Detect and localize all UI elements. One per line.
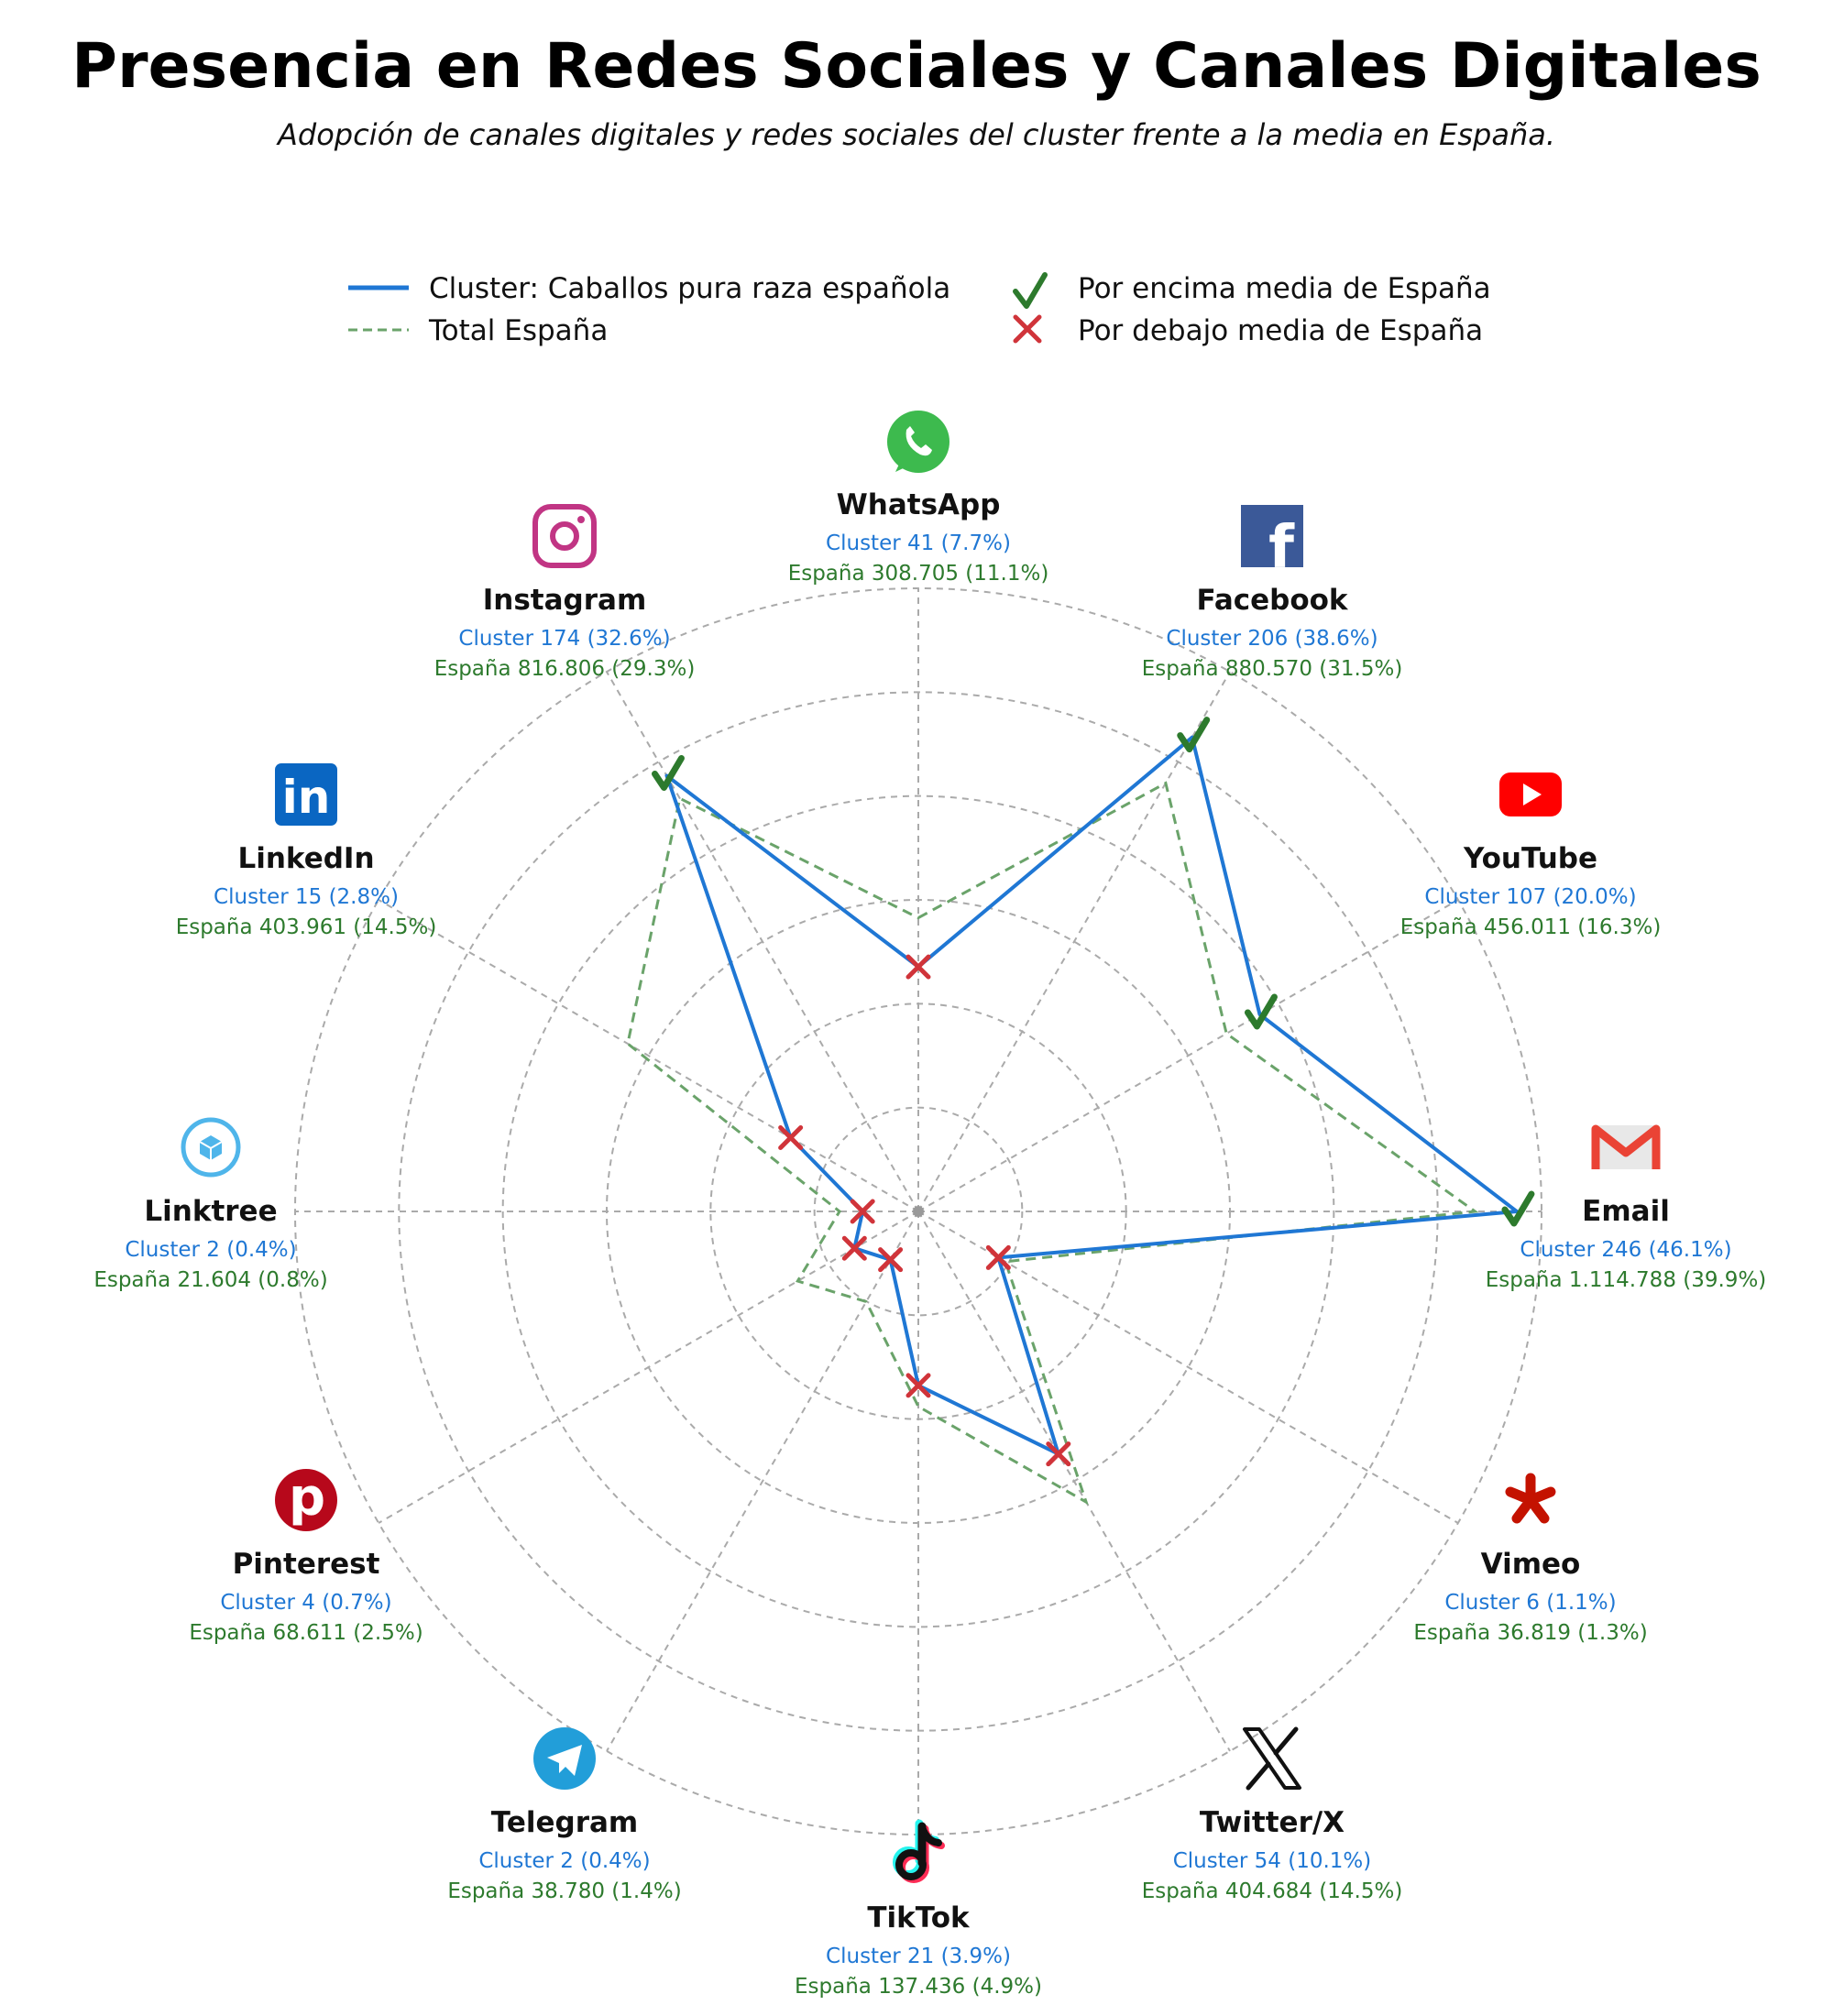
cluster-value-label: Cluster 15 (2.8%) [214,885,399,909]
svg-text:p: p [288,1468,326,1528]
axis-spoke [607,1211,918,1751]
svg-text:f: f [1268,514,1294,582]
legend-cross-icon [1015,317,1039,341]
chart-subtitle: Adopción de canales digitales y redes sociales del cluster frente a la media en España. [277,117,1556,152]
category-vimeo [1413,1478,1647,1645]
category-tiktok [795,1824,1042,1999]
category-instagram [434,507,696,681]
marker-above-check [1505,1194,1531,1223]
category-name: Twitter/X [1199,1806,1345,1839]
marker-below-cross [781,1128,801,1148]
cluster-value-label: Cluster 21 (3.9%) [826,1945,1011,1968]
instagram-icon [535,507,594,565]
youtube-icon [1499,772,1562,816]
linktree-icon [183,1120,238,1175]
category-facebook [1142,505,1403,681]
category-name: Telegram [490,1806,639,1839]
cluster-value-label: Cluster 206 (38.6%) [1166,627,1378,651]
category-name: YouTube [1464,842,1597,875]
category-twitter-x [1142,1729,1403,1903]
cluster-value-label: Cluster 174 (32.6%) [458,627,671,651]
spain-value-label: España 404.684 (14.5%) [1141,1879,1403,1903]
spain-value-label: España 21.604 (0.8%) [93,1268,328,1292]
axis-spoke [607,672,918,1211]
linkedin-icon [275,763,337,826]
category-linkedin [176,763,437,939]
chart-title: Presencia en Redes Sociales y Canales Digitales [71,30,1762,103]
cluster-value-label: Cluster 246 (46.1%) [1520,1238,1732,1262]
gmail-icon [1596,1125,1656,1169]
category-name: Linktree [144,1195,278,1228]
legend-spain-label: Total España [429,314,609,347]
axis-spoke [918,1211,1230,1751]
category-name: Email [1582,1195,1670,1228]
axis-spoke [379,900,918,1211]
legend [348,272,1491,347]
whatsapp-icon [887,411,949,473]
spain-value-label: España 137.436 (4.9%) [795,1975,1042,1999]
spain-value-label: España 456.011 (16.3%) [1399,915,1662,939]
category-whatsapp [788,411,1049,586]
cluster-value-label: Cluster 2 (0.4%) [125,1238,297,1262]
category-name: Pinterest [232,1548,380,1581]
radar-grid [295,588,1542,1835]
category-name: Instagram [482,584,647,617]
category-name: Facebook [1196,584,1348,617]
category-name: Vimeo [1480,1548,1581,1581]
tiktok-icon [896,1824,941,1879]
radar-markers [654,720,1531,1464]
marker-below-cross [1048,1444,1069,1464]
spain-value-label: España 880.570 (31.5%) [1141,657,1403,681]
cluster-value-label: Cluster 107 (20.0%) [1424,885,1637,909]
spain-value-label: España 68.611 (2.5%) [189,1621,423,1645]
axis-spoke [918,672,1230,1211]
vimeo-icon [1510,1478,1551,1518]
category-pinterest [189,1468,423,1645]
cluster-value-label: Cluster 4 (0.7%) [220,1591,392,1615]
category-telegram [447,1727,681,1903]
axis-spoke [379,1211,918,1523]
facebook-icon [1241,505,1303,582]
legend-below-label: Por debajo media de España [1078,314,1484,347]
spain-value-label: España 816.806 (29.3%) [434,657,696,681]
x-icon [1245,1729,1300,1788]
legend-check-icon [1015,275,1045,306]
cluster-value-label: Cluster 54 (10.1%) [1172,1849,1372,1873]
legend-cluster-label: Cluster: Caballos pura raza española [429,272,951,305]
category-name: LinkedIn [237,842,375,875]
spain-value-label: España 38.780 (1.4%) [447,1879,682,1903]
category-linktree [93,1120,327,1292]
category-email [1486,1125,1767,1292]
cluster-value-label: Cluster 2 (0.4%) [478,1849,651,1873]
spain-value-label: España 1.114.788 (39.9%) [1485,1268,1767,1292]
pinterest-icon [275,1468,337,1531]
spain-value-label: España 308.705 (11.1%) [787,562,1049,586]
spain-value-label: España 36.819 (1.3%) [1413,1621,1648,1645]
axis-spoke [918,900,1458,1211]
cluster-value-label: Cluster 6 (1.1%) [1444,1591,1617,1615]
category-youtube [1400,772,1662,939]
spain-value-label: España 403.961 (14.5%) [175,915,437,939]
category-name: TikTok [867,1901,970,1934]
telegram-icon [533,1727,596,1790]
cluster-value-label: Cluster 41 (7.7%) [826,531,1011,555]
radar-center [913,1206,924,1217]
legend-above-label: Por encima media de España [1078,272,1491,305]
series-total-espana [628,783,1476,1503]
category-name: WhatsApp [836,488,1001,521]
svg-text:in: in [281,771,331,824]
